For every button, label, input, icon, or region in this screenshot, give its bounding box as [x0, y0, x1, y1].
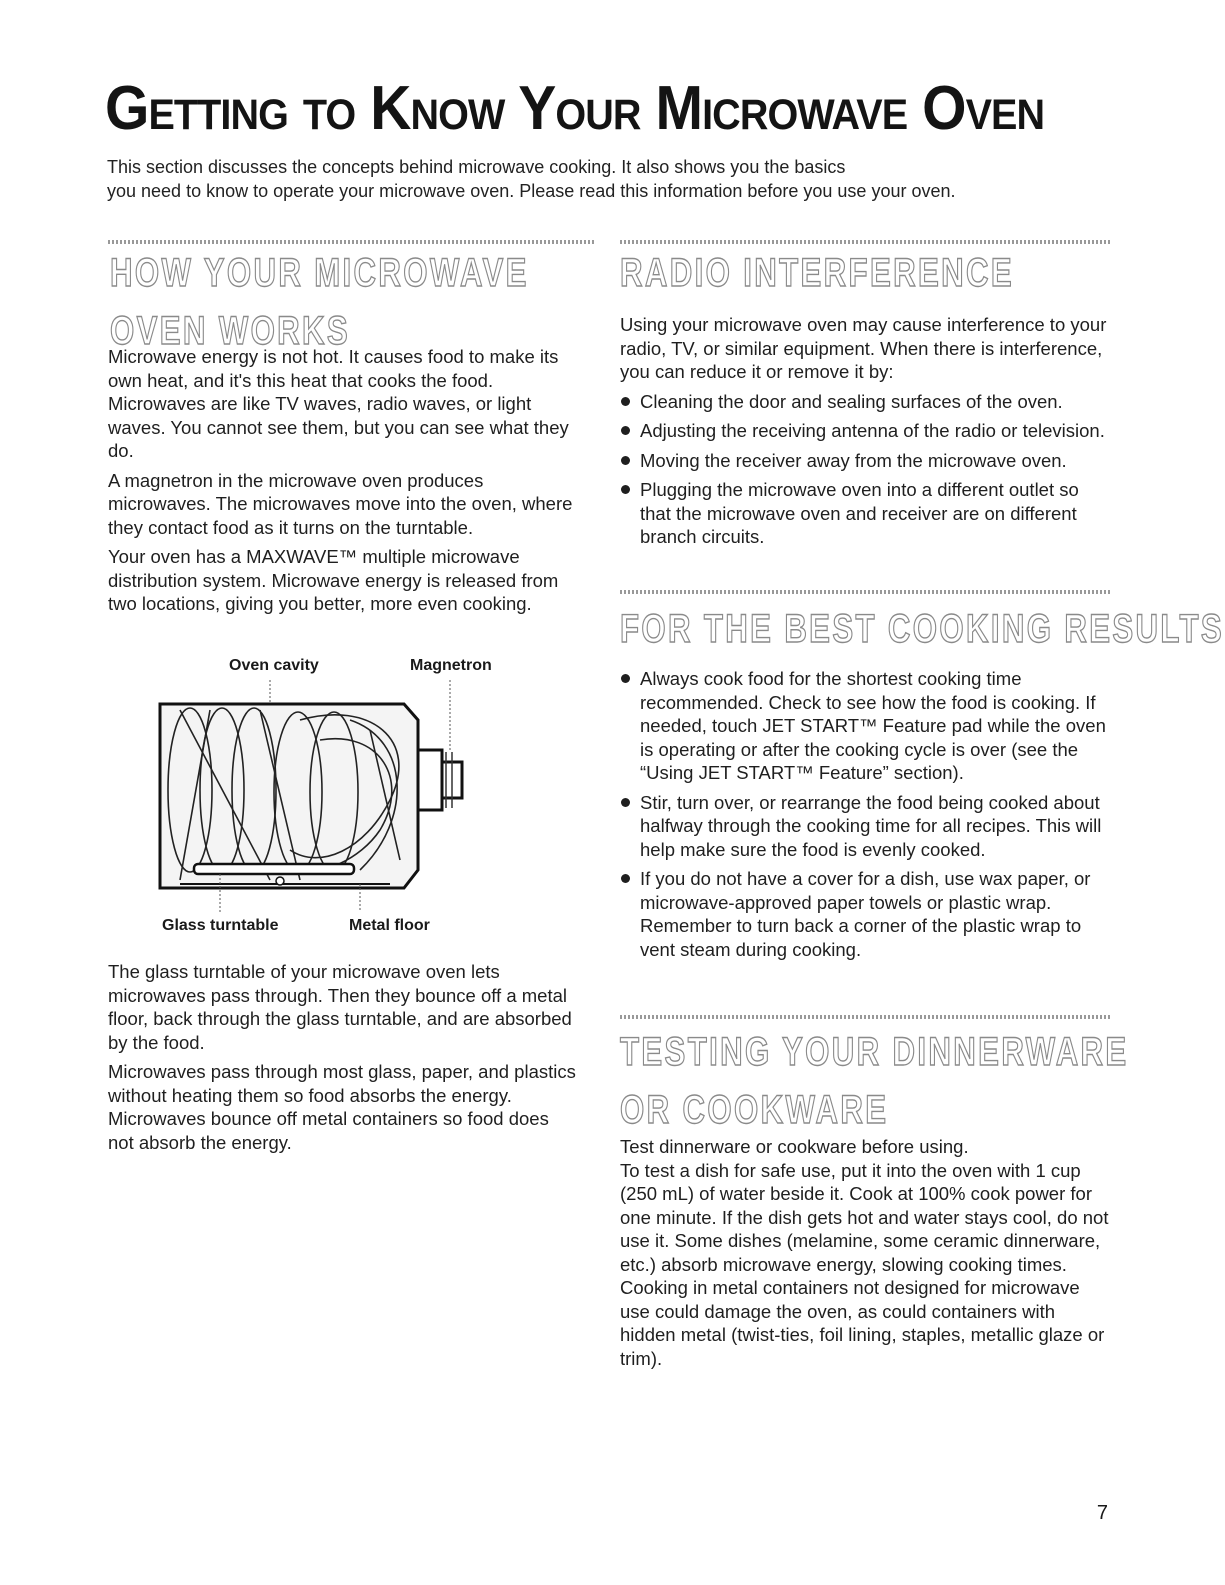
heading-line: RADIO INTERFERENCE — [620, 251, 1015, 295]
list-item: Always cook food for the shortest cooking time recommended. Check to see how the food is cooking. If needed, touch JET START™ Feature pad while the oven is operating or after the cooking cycle is over (see the “Using JET START™ Feature” section). — [620, 667, 1110, 785]
intro-line: you need to know to operate your microwave oven. Please read this information before you use your oven. — [107, 181, 956, 201]
microwave-diagram — [150, 680, 510, 920]
heading-line: OVEN WORKS — [110, 309, 351, 353]
radio-interference-list — [620, 390, 1110, 549]
paragraph: Microwave energy is not hot. It causes food to make its own heat, and it's this heat that cooks the food. Microwaves are like TV waves, radio waves, or light waves. You cannot see them, but you can see what they do. — [108, 346, 569, 461]
paragraph: A magnetron in the microwave oven produces microwaves. The microwaves move into the oven, where they contact food as it turns on the turntable. — [108, 469, 573, 538]
section-heading-how-it-works — [110, 244, 529, 360]
magnetron-body — [418, 750, 442, 810]
list-item: Adjusting the receiving antenna of the radio or television. — [620, 419, 1110, 443]
intro-text — [107, 155, 1117, 203]
section-divider — [620, 1015, 1110, 1019]
list-item: Cleaning the door and sealing surfaces of the oven. — [620, 390, 1110, 414]
heading-line: OR COOKWARE — [620, 1088, 889, 1132]
how-it-works-body — [108, 345, 578, 622]
best-results-body — [620, 667, 1110, 967]
radio-interference-body — [620, 313, 1110, 555]
paragraph: To test a dish for safe use, put it into the oven with 1 cup (250 mL) of water beside it. Cook at 100% cook power for one minute. If the dish gets hot and water stays cool, do not use it. Some dishes (melamine, some ceramic dinnerware, etc.) absorb microwave energy, slowing cooking times. Cooking in metal containers not designed for microwave use could damage the oven, as could containers with hidden metal (twist-ties, foil lining, staples, metallic glaze or trim). — [620, 1159, 1109, 1369]
section-heading-radio-interference — [620, 244, 1014, 302]
heading-line: HOW YOUR MICROWAVE — [110, 251, 529, 295]
how-it-works-body-bottom — [108, 960, 578, 1160]
intro-line: This section discusses the concepts behind microwave cooking. It also shows you the basics — [107, 157, 846, 177]
list-item: Plugging the microwave oven into a different outlet so that the microwave oven and receiver are on different branch circuits. — [620, 478, 1110, 549]
label-metal-floor: Metal floor — [349, 917, 430, 934]
paragraph: Using your microwave oven may cause interference to your radio, TV, or similar equipment. When there is interference, you can reduce it or remove it by: — [620, 314, 1107, 382]
list-item: Moving the receiver away from the microwave oven. — [620, 449, 1110, 473]
testing-body — [620, 1135, 1110, 1376]
section-heading-best-results — [620, 600, 1224, 658]
heading-line: TESTING YOUR DINNERWARE — [620, 1030, 1129, 1074]
paragraph: The glass turntable of your microwave oven lets microwaves pass through. Then they bounce off a metal floor, back through the glass turntable, and are absorbed by the food. — [108, 961, 572, 1053]
label-oven-cavity: Oven cavity — [229, 657, 319, 674]
section-divider — [620, 590, 1110, 594]
list-item: If you do not have a cover for a dish, use wax paper, or microwave-approved paper towels or plastic wrap. Remember to turn back a corner of the plastic wrap to vent steam during cooking. — [620, 867, 1110, 961]
label-magnetron: Magnetron — [410, 657, 492, 674]
label-glass-turntable: Glass turntable — [162, 917, 279, 934]
best-results-list — [620, 667, 1110, 961]
page-number: 7 — [1096, 1502, 1108, 1524]
paragraph: Microwaves pass through most glass, paper, and plastics without heating them so food absorbs the energy. Microwaves bounce off metal containers so food does not absorb the energy. — [108, 1061, 576, 1153]
heading-line: FOR THE BEST COOKING RESULTS — [620, 607, 1225, 651]
paragraph: Your oven has a MAXWAVE™ multiple microwave distribution system. Microwave energy is released from two locations, giving you better, more even cooking. — [108, 546, 559, 614]
section-heading-testing — [620, 1023, 1129, 1139]
page-title: Getting to Know Your Microwave Oven — [105, 74, 1045, 143]
paragraph: Test dinnerware or cookware before using. — [620, 1136, 969, 1157]
oven-cavity-shape — [160, 704, 418, 888]
glass-turntable-shape — [194, 864, 354, 874]
list-item: Stir, turn over, or rearrange the food being cooked about halfway through the cooking time for all recipes. This will help make sure the food is evenly cooked. — [620, 791, 1110, 862]
